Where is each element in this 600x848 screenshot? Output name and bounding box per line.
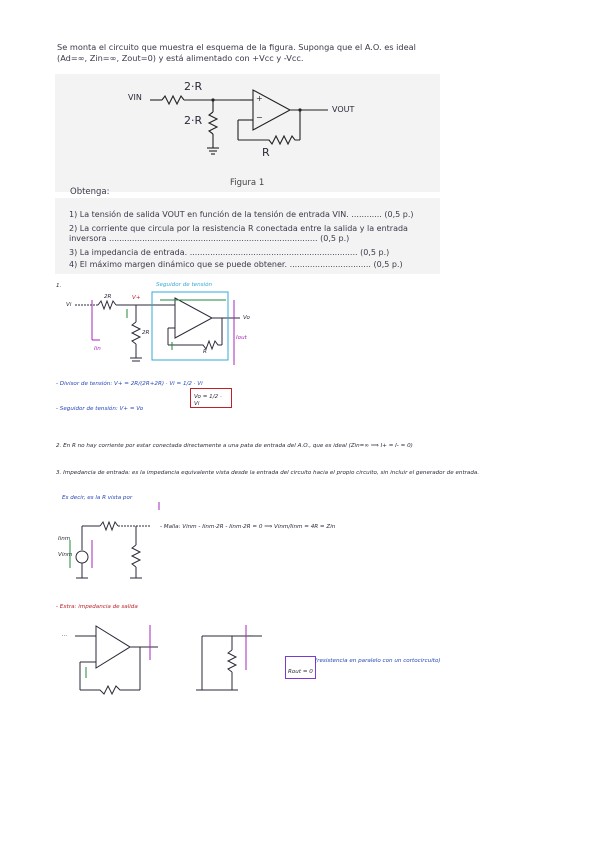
figure-r-top-label: 2·R — [184, 80, 203, 93]
follower-label: Seguidor de tensión — [156, 282, 213, 288]
r-2r-b-label: 2R — [142, 330, 150, 336]
note-4: - Extra: impedancia de salida — [56, 604, 138, 610]
figure-vout-label: VOUT — [332, 105, 355, 114]
dots-1: ... — [62, 632, 68, 638]
note-1-number: 1. — [56, 283, 62, 289]
r-feedback-label: R — [203, 349, 207, 355]
figure-minus-sign: − — [256, 113, 263, 122]
divisor-text: - Divisor de tensión: V+ = 2R/(2R+2R) · Vi = 1/2 · Vi — [56, 381, 203, 387]
v-plus-label: V+ — [132, 295, 141, 301]
question-2b: inversora .................................................................................. (0,5 p.) — [69, 234, 350, 243]
rout-box — [285, 656, 316, 679]
iinm-label: Iinm — [58, 536, 71, 542]
vo-label: Vo — [243, 315, 250, 321]
note-3b: Es decir, es la R vista por — [62, 495, 133, 501]
figure-vin-label: VIN — [128, 93, 142, 102]
question-2a: 2) La corriente que circula por la resistencia R conectada entre la salida y la entrada — [69, 224, 408, 233]
question-4: 4) El máximo margen dinámico que se puede obtener. ................................ (0,5 p.) — [69, 260, 403, 269]
result-text: Vo = 1/2 · Vi — [194, 394, 222, 407]
seguidor-text: - Seguidor de tensión: V+ = Vo — [56, 406, 144, 412]
figure-r-feedback-label: R — [262, 146, 270, 159]
malla-line: - Malla: Vinm - Iinm·2R - Iinm·2R = 0 ⟹ Vinm/Iinm = 4R = Zin — [160, 524, 336, 530]
rout-explanation: (resistencia en paralelo con un cortocircuito) — [315, 658, 441, 664]
figure-plus-sign: + — [256, 94, 263, 103]
rout-text: Rout = 0 — [288, 669, 313, 675]
note-3: 3. Impedancia de entrada: es la impedancia equivalente vista desde la entrada del circuito hacia el propio circuito, sin incluir el generador de entrada. — [56, 470, 480, 476]
figure-r-shunt-label: 2·R — [184, 114, 203, 127]
vi-label: Vi — [66, 302, 72, 308]
figure-caption: Figura 1 — [230, 178, 265, 188]
vinm-label: Vinm — [58, 552, 73, 558]
problem-line-1: Se monta el circuito que muestra el esquema de la figura. Suponga que el A.O. es ideal — [57, 42, 416, 52]
note-2: 2. En R no hay corriente por estar conectada directamente a una pata de entrada del A.O., que es ideal (Zin=∞ ⟹ I+ = I- = 0) — [56, 443, 413, 449]
dots-2: ... — [248, 632, 254, 638]
iin-label: Iin — [94, 346, 101, 352]
r-2r-a-label: 2R — [104, 294, 112, 300]
question-1: 1) La tensión de salida VOUT en función de la tensión de entrada VIN. ............ (0,5 p.) — [69, 210, 414, 219]
iout-label: Iout — [236, 335, 247, 341]
obtenga-heading: Obtenga: — [70, 187, 110, 197]
problem-line-2: (Ad=∞, Zin=∞, Zout=0) y está alimentado con +Vcc y -Vcc. — [57, 52, 304, 63]
question-3: 3) La impedancia de entrada. .................................................................. (0,5 p.) — [69, 248, 390, 257]
